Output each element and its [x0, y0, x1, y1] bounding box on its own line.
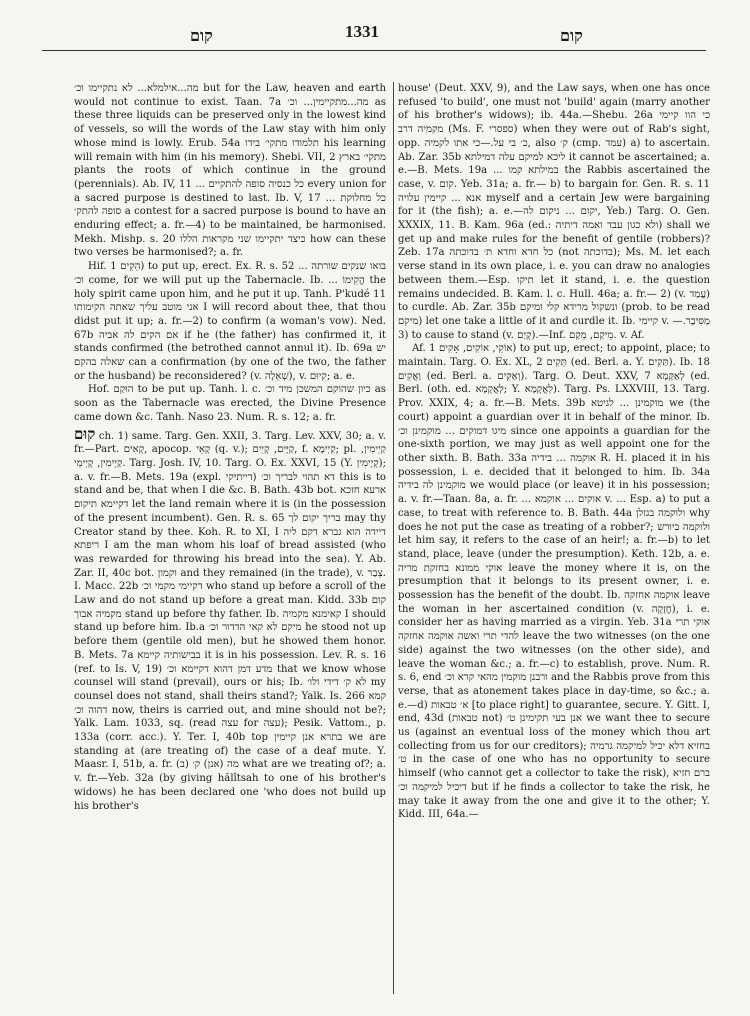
headword: קוּם [74, 424, 96, 443]
header-rule [42, 50, 706, 51]
column-divider [393, 82, 394, 994]
paragraph: Hif. הֵקִים 1) to put up, erect. Ex. R. s. 52 בואו שנקים שורתה ... וכ׳ come, for we will put up the Tabernacle. Ib. ... הֱקִימוֹ the holy spirit came upon him, and he put it up. Tanh. P'kudé 11 אני מוטב עליך שאתה הקימותו I will record about thee, that thou didst put it up; a. fr.—2) to confirm (a woman's vow). Ned. 67b אם הקים לה אביה if he (the father) has confirmed it, it stands confirmed (the betrothed cannot annul it). Ib. 69a יש שאלה בהקם can a confirmation (by one of the two, the father or the husband) be reconsidered? (v. שְׁאֵלָה), v. קִיוּם; a. e. [74, 261, 386, 382]
left-column [74, 82, 386, 1002]
page-header [0, 20, 750, 60]
right-column [398, 82, 710, 1002]
running-head-right: קום [560, 26, 583, 45]
paragraph: house' (Deut. XXV, 9), and the Law says, when one has once refused 'to build', one must not 'build' again (marry another of his brother's widows); ib. 44a.—Shebu. 26a כי הוו קיימי מקמיה דרב (Ms. F. ספסרי) when they were out of Rab's sight, opp. כ׳ בי על.—כי אתו לקמיה, also ק׳ (cmp. עמד) a) to ascertain. Ab. Zar. 35b ליכא למיקם עלה דמילתא it cannot be ascertained; a. e.—B. Mets. 19a ... במילתא קמו the Rabbis ascertained the case, v. קום. Yeb. 31a; a. fr.— b) to bargain for. Gen. R. s. 11 אנא ... קיימין עלויה myself and a certain Jew were bargaining for it (the fish); a. e.—יקום ... ניקום לה, Yeb.) Targ. O. Gen. XXXIX, 11. B. Kam. 96a (ed.: ולא כגון עבד ואמה דיתיה) shall we get up and make rules for the benefit of gentile (robbers)? Zeb. 17a כל חדא וחדא ת׳ בדוכתה (not בדוכתה); Ms. M. let each verse stand in its own place, i. e. you can draw no analogies between them.—Esp. תיקו let it stand, i. e. the question remains undecided. B. Kam. l. c. Hull. 46a; a. fr.— 2) (v. עֲמַד) to curdle. Ab. Zar. 35b ונשקול מרידא קלי ומיקם (prob. to be read מיקם) let one take a little of it and curdle it. Ib. קיימי v. מַסִּיבָר.—3) to cause to stand (v. קְיַם).—Inf. מֵיקַם, מֵקַם. v. Af. [398, 83, 710, 341]
running-head-left: קום [190, 26, 213, 45]
page-number: 1331 [345, 22, 379, 41]
entry-paragraph [74, 424, 386, 814]
paragraph: Af. אוֹקֵי, אוֹקִים, אָקִים 1) to put up, erect; to appoint, place; to maintain. Targ. O. Ex. XL, 2 תְּקִים (ed. Berl. a. Y. תַּקִים). Ib. 18 וַאֲקִים (ed. Berl. a. וְאַקִּים). Targ. O. Deut. XXV, 7 לְאַקָּמָא (ed. Berl. (oth. ed. לְאֲקָמָא; Y. לְאֲקָמָא). Targ. Ps. LXXVIII, 13. Targ. Prov. XXIX, 4; a. fr.—B. Mets. 39b מוקמינן ... לגיטא we (the court) appoint a guardian over it in behalf of the minor. Ib. מיגו דמוקים ... מוקמינן וכ׳ since one appoints a guardian for the one-sixth portion, we may just as well appoint one for the other sixth. B. Bath. 33a אוקמה ... בידיה R. H. placed it in his possession, i. e. decided that it belonged to him. Ib. 34a מוקמינן לה בידיה we would place (or leave) it in his possession; a. v. fr.—Taan. 8a, a. fr. ... אוקים ... אוקמא v. ... Esp. a) to put a case, to treat with reference to. B. Bath. 44a ולוקמה בגזלן why does he not put the case as treating of a robber?; ולוקמה ביורש let him say, it refers to the case of an heir!; a. fr.—b) to let stand, place, leave (under the presumption). Keth. 12b, a. e. אוקי ממונא בחזקת מריה leave the money where it is, on the presumption that it belongs to its present owner, i. e. possession has the benefit of the doubt. Ib. אוקמה אחזקה leave the woman in her ascertained condition (v. חֲזָקָה), i. e. consider her as having married as a virgin. Yeb. 31a אוקי תרי להדי תרי ואשה אוקמה אחזקה leave the two witnesses (on the one side) against the two witnesses (on the other side), and leave the woman &c.; a. fr.—c) to establish, prove. Num. R. s. 6, end ורבנן מוקמין מהאי קרא וכ׳ and the Rabbis prove from this verse, that as atonement takes place in day-time, so &c.; a. e.—d) א׳ טבאות [to place right] to guarantee, secure. Y. Gitt. I, end, 43d (טבאות not) אנן בעי תקימינן ט׳ we want thee to secure us (against an eventual loss of the money which thou art collecting from us for our creditors); בחזיא דלא יכיל למיקמה גרמיה ט׳ in the case of one who has no opportunity to secure himself (who cannot get a collector to take the risk), ברם חזיא דיכיל למיקמה וכ׳ but if he finds a collector to take the risk, he may take it away from the one and give it to the other; Y. Kidd. III, 64a.— [398, 343, 710, 821]
entry-text: ch. 1) same. Targ. Gen. XXII, 3. Targ. Lev. XXV, 30; a. v. fr.—Part. קָאִים, apocop. קָאֵי (q. v.); קַיָּים, קָיֵים, f. קַיְימָא; pl. קַיְימִין, קַיְימִין, קָיְימֵי. Targ. Josh. IV, 10. Targ. O. Ex. XXVI, 15 (Y. קְיָימִין); a. v. fr.—B. Mets. 19a (expl. דא תהוי לבריך וכ׳ (דייתיקי this is to stand and be, that when I die &c. B. Bath. 43b bot. ארעא חזכא דקיימא תיקום let the land remain where it is (in the possession of the present incumbent). Gen. R. s. 65 בריך יקום לך may thy Creator stand by thee. Koh. R. to XI, I דיידה הוא גברא דקם ליה ריפתא I am the man whom his loaf of bread assisted (who was rewarded for throwing his bread into the sea). Y. Ab. Zar. II, 40c bot. וקמון and they remained (in the trade), v. צְבַר. I. Macc. 22b דקיימי מקמי וכ׳ who stand up before a scroll of the Law and do not stand up before a great man. Kidd. 33b קום מקמיה אבוך stand up before thy father. Ib. קאימנא מקמיה I should stand up before him. Ib.a מיקם לא קאי הדדור וכ׳ he stood not up before them (gentile old men), but he showed them honor. B. Mets. 7a בבישותיה קיימא it is in his possession. Lev. R. s. 16 (ref. to Is. V, 19) מדע דמן דהוא דקיימא וכ׳ that we know whose counsel will stand (prevail), ours or his; Ib. לא ק׳ דידי ולו׳ my counsel does not stand, shall theirs stand?; Yalk. Is. 266 קמא דהוה וכ׳ now, theirs is carried out, and mine should not be?; Yalk. Lam. 1033, sq. (read עצה for עצה); Pesik. Vattom., p. 133a (corr. acc.). Y. Ter. I, 40b top בתרא אנן קיימין we are standing at (are treating of) the case of a deaf mute. Y. Maasr. I, 51b, a. fr. (ב) מה (אנן) ק׳ what are we treating of?; a. v. fr.—Yeb. 32a (by giving hălîtsah to one of his brother's widows) he has been declared one 'who does not build up his brother's [74, 430, 386, 812]
paragraph: מה...אילמלא... לא נתקיימו וכ׳ but for the Law, heaven and earth would not continue to exist. Taan. 7a מה...מתקיימין... וכ׳ as these three liquids can be preserved only in the lowest kind of vessels, so will the words of the Law stay with him only whose mind is lowly. Erub. 54a תלמודו מתקי׳ בידו his learning will remain with him (in his memory). Shebi. VII, 2 מתקי׳ בארץ plants the roots of which continue in the ground (perennials). Ab. IV, 11 ... כל כנסיה סופה להתקיים every union for a sacred purpose is destined to last. Ib. V, 17 כל מחלוקת ... סופה להתק׳ a contest for a sacred purpose is bound to have an enduring effect; a. fr.—4) to be maintained, be harmonised. Mekh. Mishp. s. 20 כיצד יתקיימו שני מקראות הללו how can these two verses be harmonised?; a. fr. [74, 83, 386, 259]
paragraph: Hof. הוּקַם to be put up. Tanh. l. c. כיון שהוקם המשכן מיד וכ׳ as soon as the Tabernacle was erected, the Divine Presence came down &c. Tanh. Naso 23. Num. R. s. 12; a. fr. [74, 384, 386, 423]
